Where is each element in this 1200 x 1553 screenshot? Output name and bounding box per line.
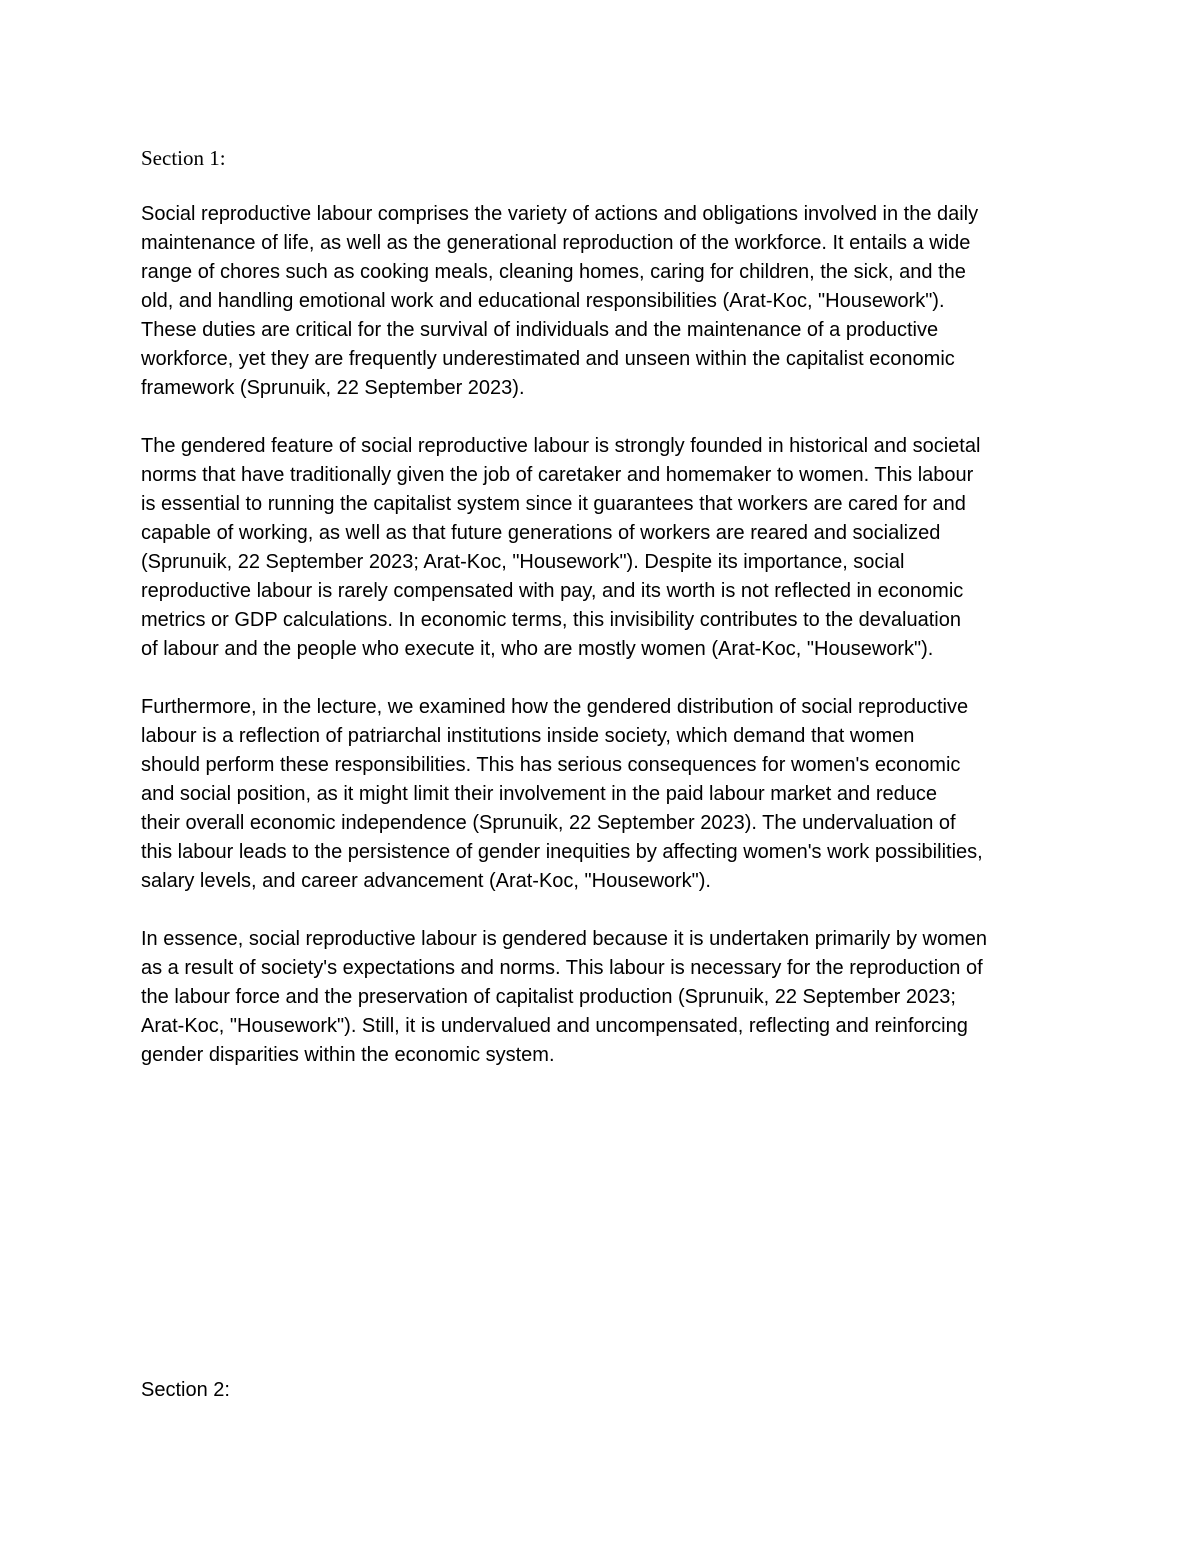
- paragraph-line: The gendered feature of social reproductive labour is strongly founded in historical and societal: [141, 435, 981, 457]
- paragraph-line: framework (Sprunuik, 22 September 2023).: [141, 377, 525, 399]
- paragraph-line: of labour and the people who execute it, who are mostly women (Arat-Koc, "Housework").: [141, 638, 934, 660]
- paragraph-line: Arat-Koc, "Housework"). Still, it is undervalued and uncompensated, reflecting and reinforcing: [141, 1015, 968, 1037]
- paragraph-line: the labour force and the preservation of capitalist production (Sprunuik, 22 September 2023;: [141, 986, 956, 1008]
- paragraph-line: capable of working, as well as that future generations of workers are reared and socialized: [141, 522, 941, 544]
- paragraph-line: norms that have traditionally given the job of caretaker and homemaker to women. This labour: [141, 464, 974, 486]
- section-1-body: [141, 200, 1081, 1099]
- paragraph-line: should perform these responsibilities. This has serious consequences for women's economic: [141, 754, 961, 776]
- section-2-heading: Section 2:: [141, 1379, 230, 1401]
- paragraph-4: [141, 925, 1081, 1070]
- paragraph-line: as a result of society's expectations and norms. This labour is necessary for the reproduction of: [141, 957, 983, 979]
- paragraph-line: and social position, as it might limit their involvement in the paid labour market and reduce: [141, 783, 937, 805]
- paragraph-line: labour is a reflection of patriarchal institutions inside society, which demand that women: [141, 725, 915, 747]
- paragraph-line: metrics or GDP calculations. In economic terms, this invisibility contributes to the devaluation: [141, 609, 961, 631]
- paragraph-2: [141, 432, 1081, 664]
- paragraph-line: salary levels, and career advancement (Arat-Koc, "Housework").: [141, 870, 711, 892]
- paragraph-line: their overall economic independence (Sprunuik, 22 September 2023). The undervaluation of: [141, 812, 956, 834]
- paragraph-line: is essential to running the capitalist system since it guarantees that workers are cared for and: [141, 493, 966, 515]
- paragraph-line: (Sprunuik, 22 September 2023; Arat-Koc, "Housework"). Despite its importance, social: [141, 551, 905, 573]
- paragraph-line: In essence, social reproductive labour is gendered because it is undertaken primarily by women: [141, 928, 988, 950]
- paragraph-line: old, and handling emotional work and educational responsibilities (Arat-Koc, "Housework").: [141, 290, 945, 312]
- section-1-heading: Section 1:: [141, 146, 226, 170]
- paragraph-line: Social reproductive labour comprises the variety of actions and obligations involved in the daily: [141, 203, 979, 225]
- paragraph-line: Furthermore, in the lecture, we examined how the gendered distribution of social reproductive: [141, 696, 969, 718]
- paragraph-line: workforce, yet they are frequently underestimated and unseen within the capitalist economic: [141, 348, 955, 370]
- paragraph-line: These duties are critical for the survival of individuals and the maintenance of a productive: [141, 319, 939, 341]
- paragraph-line: range of chores such as cooking meals, cleaning homes, caring for children, the sick, and the: [141, 261, 966, 283]
- paragraph-line: gender disparities within the economic system.: [141, 1044, 555, 1066]
- paragraph-line: this labour leads to the persistence of gender inequities by affecting women's work possibilities,: [141, 841, 983, 863]
- paragraph-line: reproductive labour is rarely compensated with pay, and its worth is not reflected in economic: [141, 580, 964, 602]
- paragraph-3: [141, 693, 1081, 896]
- paragraph-1: [141, 200, 1081, 403]
- paragraph-line: maintenance of life, as well as the generational reproduction of the workforce. It entails a wide: [141, 232, 971, 254]
